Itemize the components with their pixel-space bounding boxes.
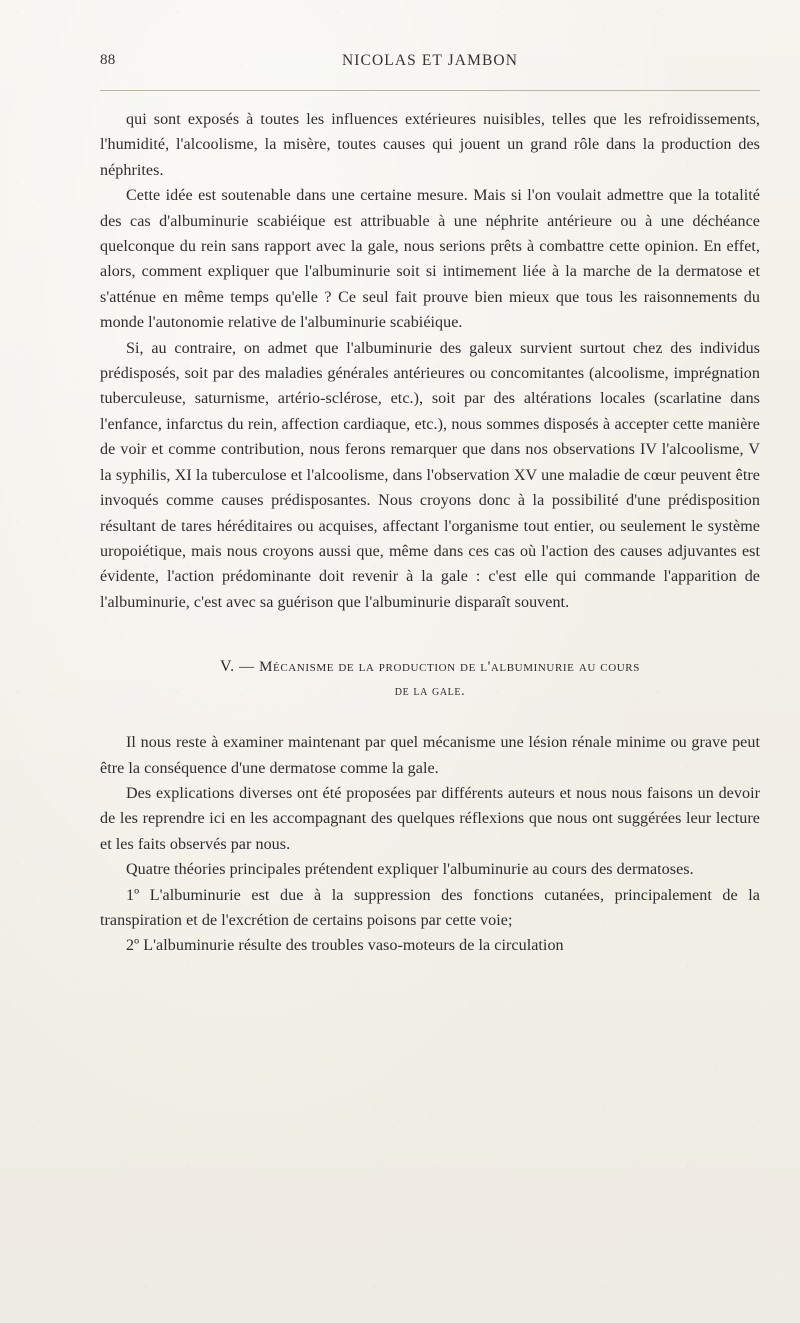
paragraph-8: 2º L'albuminurie résulte des troubles vaso-moteurs de la circulation [126,937,564,955]
page-content [100,52,760,959]
paragraph-1: qui sont exposés à toutes les influences extérieures nuisibles, telles que les refroidissements, l'humidité, l'alcoolisme, la misère, toutes causes qui jouent un grand rôle dans la production des néphrites. [100,111,760,179]
paragraph-3: Si, au contraire, on admet que l'albuminurie des galeux survient surtout chez des individus prédisposés, soit par des maladies générales antérieures ou concomitantes (alcoolisme, imprégnation tuberculeuse, saturnisme, artério-sclérose, etc.), soit par des altérations locales (scarlatine dans l'enfance, infarctus du rein, affection cardiaque, etc.), nous sommes disposés à accepter cette manière de voir et comme contribution, nous ferons remarquer que dans nos observations IV l'alcoolisme, V la syphilis, XI la tuberculose et l'alcoolisme, dans l'observation XV une maladie de cœur peuvent être invoqués comme causes prédisposantes. Nous croyons donc à la possibilité d'une prédisposition résultant de tares héréditaires ou acquises, affectant l'organisme tout entier, ou seulement le système uropoiétique, mais nous croyons aussi que, même dans ces cas où l'action des causes adjuvantes est évidente, l'action prédominante doit revenir à la gale : c'est elle qui commande l'apparition de l'albuminurie, c'est avec sa guérison que l'albuminurie disparaît souvent. [100,339,760,611]
section-title: Mécanisme de la production de l'albuminurie au cours [259,659,640,676]
section-heading-line-2: de la gale. [394,684,466,700]
section-heading [100,655,760,704]
running-head [100,52,760,76]
paragraph-7: 1º L'albuminurie est due à la suppression des fonctions cutanées, principalement de la transpiration et de l'excrétion de certains poisons par cette voie; [100,886,760,929]
header-rule [100,90,760,91]
paragraph-5: Des explications diverses ont été proposées par différents auteurs et nous nous faisons un devoir de les reprendre ici en les accompagnant des quelques réflexions que nous ont suggérées leur lecture et les faits observés par nous. [100,784,760,853]
section-number: V. [220,658,235,676]
section-heading-line-1 [220,659,640,675]
section-dash: — [239,659,255,676]
page-number: 88 [100,52,116,68]
running-head-title: NICOLAS ET JAMBON [341,52,518,69]
paragraph-2: Cette idée est soutenable dans une certaine mesure. Mais si l'on voulait admettre que la totalité des cas d'albuminurie scabiéique est attribuable à une néphrite antérieure ou à une déchéance quelconque du rein sans rapport avec la gale, nous serions prêts à combattre cette opinion. En effet, alors, comment expliquer que l'albuminurie soit si intimement liée à la marche de la dermatose et s'atténue en même temps qu'elle ? Ce seul fait prouve bien mieux que tous les raisonnements du monde l'autonomie relative de l'albuminurie scabiéique. [100,187,760,332]
paragraph-6: Quatre théories principales prétendent expliquer l'albuminurie au cours des dermatoses. [126,861,694,879]
paragraph-4: Il nous reste à examiner maintenant par quel mécanisme une lésion rénale minime ou grave peut être la conséquence d'une dermatose comme la gale. [100,734,760,777]
